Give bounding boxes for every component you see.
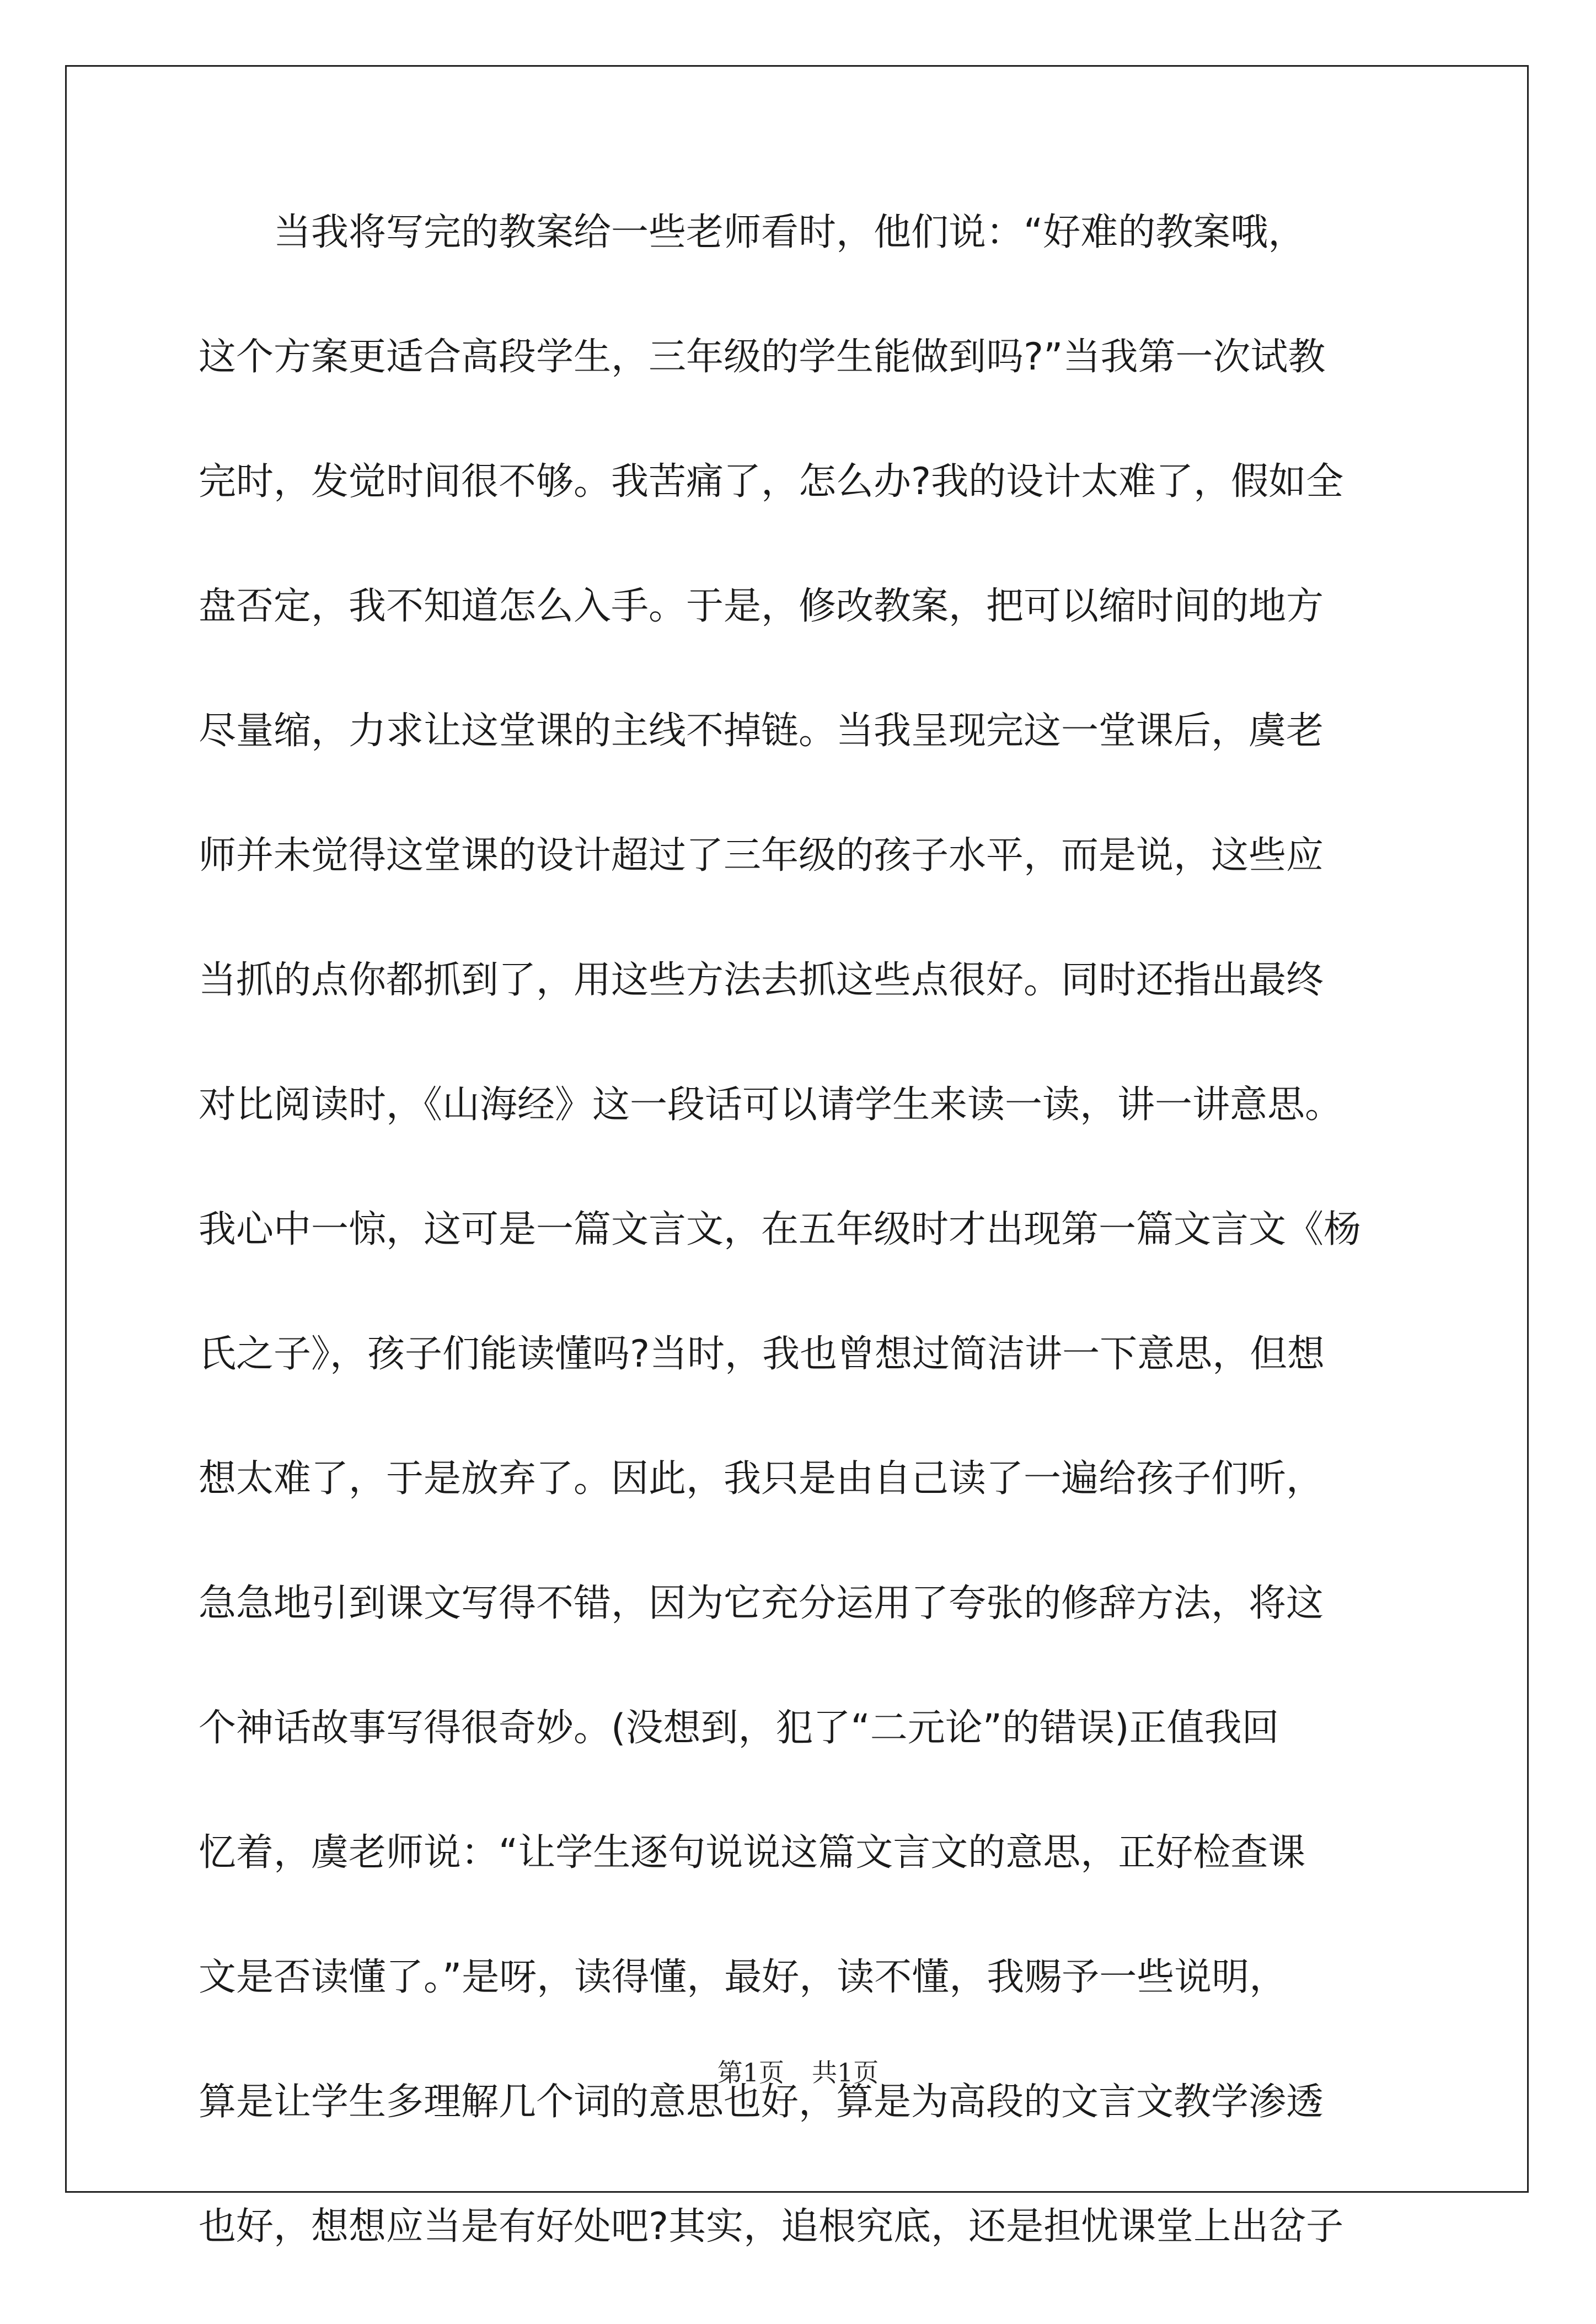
text-line: 师并未觉得这堂课的设计超过了三年级的孩子水平，而是说，这些应 <box>199 834 1324 877</box>
text-line: 也好，想想应当是有好处吧?其实，追根究底，还是担忧课堂上出岔子 <box>199 2205 1344 2248</box>
text-line: 对比阅读时，《山海经》这一段话可以请学生来读一读，讲一讲意思。 <box>199 1083 1343 1127</box>
document-body <box>199 205 1439 2324</box>
text-line: 这个方案更适合高段学生，三年级的学生能做到吗?”当我第一次试教 <box>199 335 1326 379</box>
text-line: 当我将写完的教案给一些老师看时，他们说：“好难的教案哦， <box>199 211 1306 254</box>
text-line: 个神话故事写得很奇妙。(没想到，犯了“二元论”的错误)正值我回 <box>199 1706 1279 1750</box>
text-line: 当抓的点你都抓到了，用这些方法去抓这些点很好。同时还指出最终 <box>199 958 1324 1002</box>
page-total: 共1页 <box>812 2058 879 2087</box>
text-line: 算是让学生多理解几个词的意思也好，算是为高段的文言文教学渗透 <box>199 2080 1324 2124</box>
text-line: 忆着，虞老师说：“让学生逐句说说这篇文言文的意思，正好检查课 <box>199 1831 1306 1875</box>
text-line: 氏之子》，孩子们能读懂吗?当时，我也曾想过简洁讲一下意思，但想 <box>199 1332 1325 1376</box>
text-line: 盘否定，我不知道怎么入手。于是，修改教案，把可以缩时间的地方 <box>199 585 1324 628</box>
text-line: 急急地引到课文写得不错，因为它充分运用了夸张的修辞方法，将这 <box>199 1582 1324 1625</box>
page-number: 第1页 <box>717 2058 784 2087</box>
page-footer <box>0 2056 1596 2089</box>
text-line: 完时，发觉时间很不够。我苦痛了，怎么办?我的设计太难了，假如全 <box>199 460 1344 504</box>
text-line: 尽量缩，力求让这堂课的主线不掉链。当我呈现完这一堂课后，虞老 <box>199 709 1324 753</box>
text-line: 文是否读懂了。”是呀，读得懂，最好，读不懂，我赐予一些说明， <box>199 1956 1287 1999</box>
text-line: 我心中一惊，这可是一篇文言文，在五年级时才出现第一篇文言文《杨 <box>199 1208 1362 1251</box>
text-line: 想太难了，于是放弃了。因此，我只是由自己读了一遍给孩子们听， <box>199 1457 1324 1501</box>
